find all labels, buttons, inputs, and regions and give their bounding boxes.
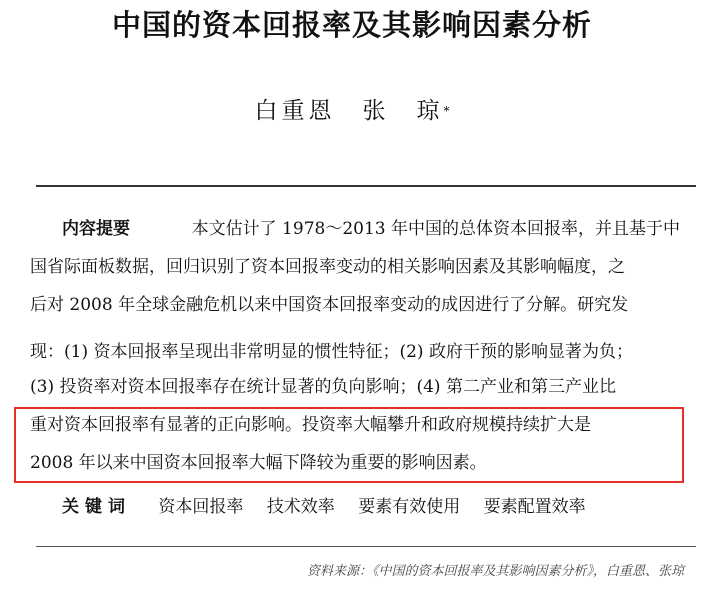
paper-title: 中国的资本回报率及其影响因素分析 <box>111 8 592 42</box>
author-names: 白重恩 张 琼 <box>254 98 444 124</box>
keywords-label: 关键词 <box>62 497 131 517</box>
keyword: 技术效率 <box>266 497 335 517</box>
keywords <box>62 492 604 522</box>
abstract-text: 重对资本回报率有显著的正向影响。投资率大幅攀升和政府规模持续扩大是 <box>30 415 591 435</box>
keyword: 资本回报率 <box>158 497 244 517</box>
abstract-text: 国省际面板数据，回归识别了资本回报率变动的相关影响因素及其影响幅度，之 <box>30 257 625 277</box>
author-footnote-mark: * <box>443 104 450 118</box>
abstract-text: 本文估计了 1978～2013 年中国的总体资本回报率，并且基于中 <box>191 219 680 239</box>
abstract-text: 2008 年以来中国资本回报率大幅下降较为重要的影响因素。 <box>30 453 487 473</box>
abstract-line-3 <box>30 290 680 320</box>
abstract-line-2 <box>30 252 680 282</box>
abstract-line-1 <box>62 214 680 244</box>
top-rule <box>36 185 696 187</box>
abstract-line-5 <box>30 372 680 402</box>
abstract-label: 内容提要 <box>62 219 130 239</box>
highlight-box <box>14 407 684 483</box>
abstract-text: 现：(1) 资本回报率呈现出非常明显的惯性特征；(2) 政府干预的影响显著为负； <box>30 342 633 362</box>
abstract-text: (3) 投资率对资本回报率存在统计显著的负向影响；(4) 第二产业和第三产业比 <box>30 377 616 397</box>
abstract-line-4 <box>30 337 680 367</box>
abstract-text: 后对 2008 年全球金融危机以来中国资本回报率变动的成因进行了分解。研究发 <box>30 295 629 315</box>
bottom-rule <box>36 546 696 547</box>
authors <box>0 96 704 126</box>
source-caption: 资料来源：《中国的资本回报率及其影响因素分析》，白重恩、张琼 <box>306 564 684 579</box>
keyword: 要素有效使用 <box>358 497 461 517</box>
keyword: 要素配置效率 <box>483 497 586 517</box>
